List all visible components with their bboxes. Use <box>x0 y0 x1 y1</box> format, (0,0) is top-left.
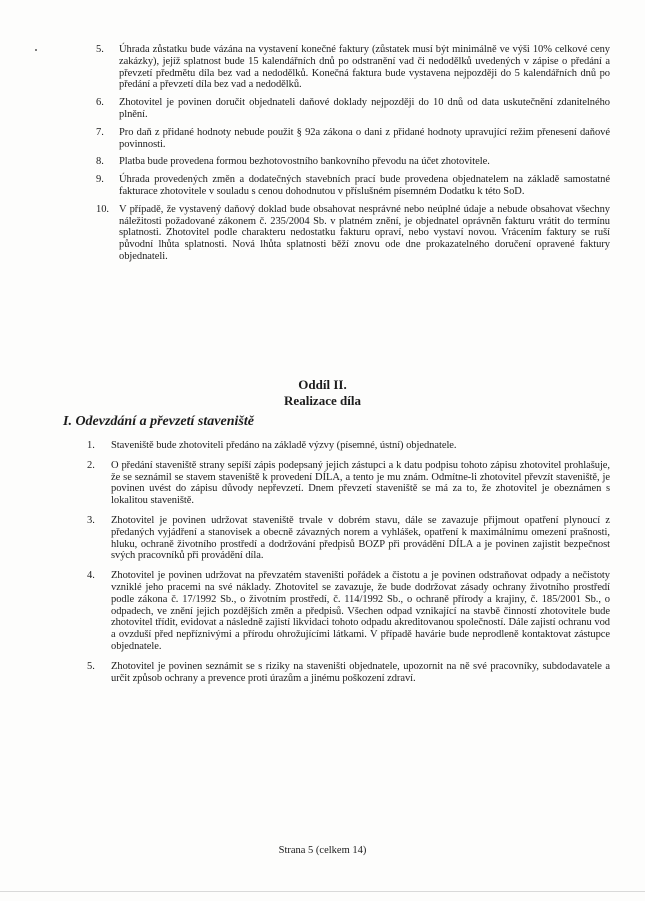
item-number: 6. <box>96 97 104 109</box>
list-item <box>87 440 610 452</box>
item-text: Zhotovitel je povinen udržovat na převzatém staveništi pořádek a čistotu a je povinen odstraňovat odpady a nečistoty vzniklé jeho pracemi na své náklady. Zhotovitel se zavazuje, že bude dodržovat zásady ochrany životního prostředí podle zákona č. 17/1992 Sb., o životním prostředí, č. 114/1992 Sb., o ochraně přírody a krajiny, č. 185/2001 Sb., o odpadech, ve znění jejich pozdějších změn a předpisů. Všechen odpad vznikající na stavbě činností zhotovitele bude zhotovitel třídit, evidovat a následně zajistí likvidaci tohoto odpadu akreditovanou společností. Dále zajistí ochranu vod a ovzduší před nepříznivými a přírodu ohrožujícími látkami. V případě havárie bude neprodleně kontaktovat zástupce objednatele. <box>111 570 610 652</box>
item-text: Zhotovitel je povinen doručit objednateli daňové doklady nejpozději do 10 dnů od data uskutečnění zdanitelného plnění. <box>119 97 610 120</box>
payment-terms-list <box>96 44 610 269</box>
list-item <box>87 460 610 507</box>
item-number: 4. <box>87 570 95 582</box>
list-item <box>87 570 610 653</box>
item-text: V případě, že vystavený daňový doklad bude obsahovat nesprávné nebo neúplné údaje a nebude obsahovat všechny náležitosti požadované zákonem č. 235/2004 Sb. v platném znění, je objednatel oprávněn fakturu vrátit do termínu splatnosti. Zhotovitel podle charakteru nedostatku fakturu opraví, nebo vystaví novou. Vrácením faktury se ruší původní lhůta splatnosti. Nová lhůta splatnosti běží znovu ode dne prokazatelného doručení opravené faktury objednateli. <box>119 203 610 262</box>
list-item <box>96 97 610 121</box>
list-item <box>87 661 610 685</box>
subsection-heading: I. Odevzdání a převzetí staveniště <box>63 414 254 429</box>
list-item <box>96 204 610 263</box>
item-text: Úhrada provedených změn a dodatečných stavebních prací bude provedena objednatelem na základě samostatné fakturace zhotovitele v souladu s cenou dohodnutou v příslušném písemném Dodatku k této SoD. <box>119 174 610 197</box>
list-item <box>96 156 610 168</box>
item-number: 9. <box>96 174 104 186</box>
item-text: Zhotovitel je povinen udržovat staveniště trvale v dobrém stavu, dále se zavazuje přijmout opatření plynoucí z předaných vyjádření a stanovisek a obecně závazných norem a vyhlášek, opatření k maximálnímu omezení prašnosti, hluku, ochraně životního prostředí a dodržování předpisů BOZP při provádění DÍLA a je povinen zajistit bezpečnost svých pracovníků při provádění díla. <box>111 514 610 562</box>
item-number: 5. <box>96 44 104 55</box>
list-item <box>96 127 610 151</box>
site-handover-list <box>87 440 610 692</box>
list-item <box>87 515 610 562</box>
list-item <box>96 44 610 91</box>
page-number: Strana 5 (celkem 14) <box>278 845 367 856</box>
page-edge-divider <box>0 891 645 892</box>
item-number: 2. <box>87 459 95 471</box>
item-text: Platba bude provedena formou bezhotovostního bankovního převodu na účet zhotovitele. <box>119 156 490 168</box>
item-text: Zhotovitel je povinen seznámit se s riziky na staveništi objednatele, upozornit na ně své pracovníky, subdodavatele a určit způsob ochrany a prevence proti úrazům a jinému poškození zdraví. <box>111 660 610 684</box>
item-text: O předání staveniště strany sepíší zápis podepsaný jejich zástupci a k datu podpisu tohoto zápisu zhotovitel prohlašuje, že se seznámil se stavem staveniště k provedení DÍLA, a tento je mu znám. Odmítne-li zhotovitel převzít staveniště, je povinen uvést do zápisu důvody nepřevzetí. Dnem převzetí staveniště se má za to, že zhotovitel je obeznámen s lokalitou staveniště. <box>111 459 610 507</box>
item-number: 10. <box>96 203 109 215</box>
item-text: Pro daň z přidané hodnoty nebude použit § 92a zákona o dani z přidané hodnoty upravující režim přenesení daňové povinnosti. <box>119 126 610 150</box>
item-number: 3. <box>87 514 95 526</box>
item-number: 5. <box>87 660 95 672</box>
list-item <box>96 174 610 198</box>
item-text: Úhrada zůstatku bude vázána na vystavení konečné faktury (zůstatek musí být minimálně ve výši 10% celkové ceny zakázky), jejíž splatnost bude 15 kalendářních dnů po odstranění vad či nedodělků uvedených v zápise o předání a převzetí předmětu díla bez vad a nedodělků. Konečná faktura bude vystavena nejpozději do 5 kalendářních dnů po předání a převzetí díla bez vad a nedodělků. <box>119 44 610 91</box>
section-subtitle: Realizace díla <box>284 393 361 408</box>
item-number: 8. <box>96 156 104 168</box>
item-number: 7. <box>96 126 104 138</box>
scan-speck <box>35 49 37 51</box>
item-number: 1. <box>87 440 95 451</box>
item-text: Staveniště bude zhotoviteli předáno na základě výzvy (písemné, ústní) objednatele. <box>111 440 457 451</box>
section-title: Oddíl II. <box>298 377 347 392</box>
